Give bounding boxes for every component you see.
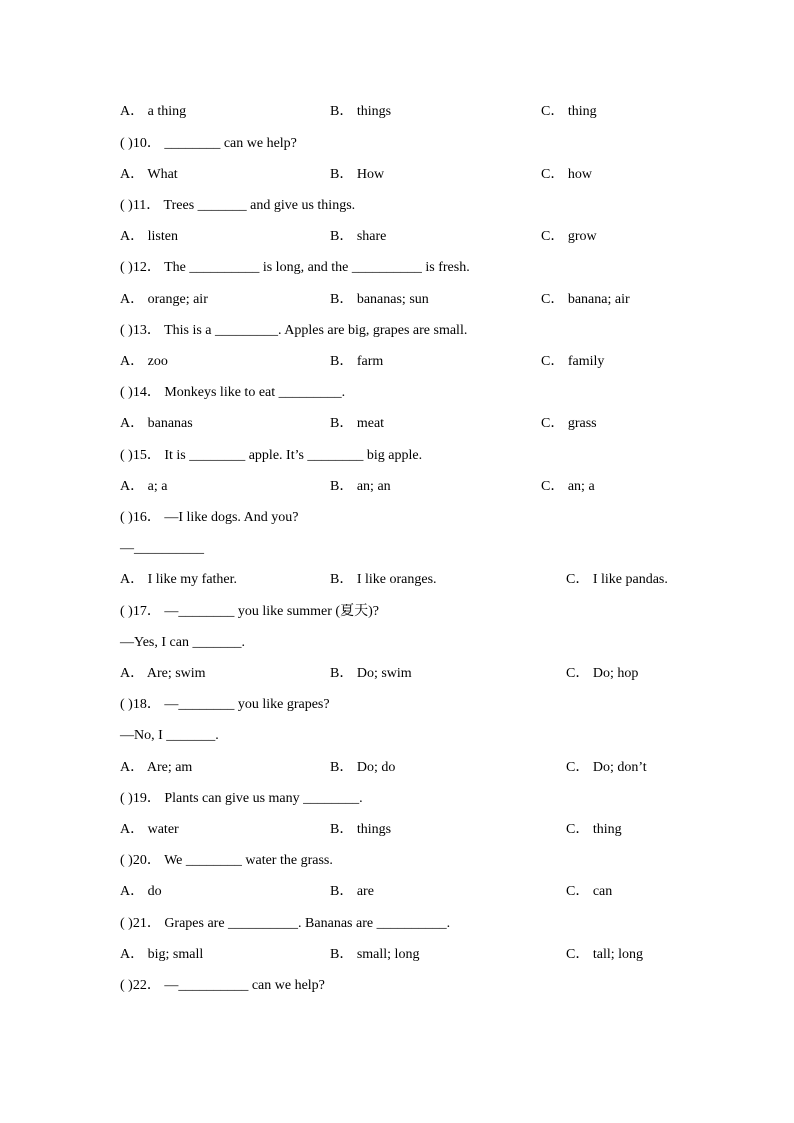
- question-13: ( )13． This is a _________. Apples are big, grapes are small.: [120, 323, 468, 338]
- option-c: C． Do; hop: [566, 666, 639, 681]
- option-c: C． banana; air: [541, 292, 630, 307]
- option-a: A． a; a: [120, 479, 168, 494]
- question-16-response: —__________: [120, 541, 204, 556]
- option-c: C． thing: [566, 822, 622, 837]
- option-c: C． an; a: [541, 479, 595, 494]
- option-c: C． grow: [541, 229, 597, 244]
- question-22: ( )22． —__________ can we help?: [120, 978, 325, 993]
- option-a: A． bananas: [120, 416, 193, 431]
- option-a: A． orange; air: [120, 292, 208, 307]
- option-c: C． thing: [541, 104, 597, 119]
- option-b: B． I like oranges.: [330, 572, 437, 587]
- option-b: B． an; an: [330, 479, 391, 494]
- option-b: B． small; long: [330, 947, 420, 962]
- option-c: C． how: [541, 167, 592, 182]
- option-b: B． things: [330, 104, 392, 119]
- option-c: C． can: [566, 884, 613, 899]
- question-20: ( )20． We ________ water the grass.: [120, 853, 333, 868]
- option-b: B． Do; swim: [330, 666, 412, 681]
- question-19: ( )19． Plants can give us many ________.: [120, 791, 363, 806]
- question-18: ( )18． —________ you like grapes?: [120, 697, 330, 712]
- question-10: ( )10． ________ can we help?: [120, 136, 297, 151]
- option-a: A． big; small: [120, 947, 204, 962]
- option-a: A． a thing: [120, 104, 187, 119]
- option-b: B． Do; do: [330, 760, 396, 775]
- option-c: C． family: [541, 354, 605, 369]
- question-21: ( )21． Grapes are __________. Bananas are __________.: [120, 916, 451, 931]
- option-a: A． What: [120, 167, 178, 182]
- option-a: A． listen: [120, 229, 178, 244]
- option-b: B． bananas; sun: [330, 292, 429, 307]
- question-15: ( )15． It is ________ apple. It’s ________ big apple.: [120, 448, 423, 463]
- option-b: B． How: [330, 167, 385, 182]
- option-b: B． farm: [330, 354, 384, 369]
- question-12: ( )12． The __________ is long, and the __________ is fresh.: [120, 260, 470, 275]
- option-c: C． I like pandas.: [566, 572, 668, 587]
- option-a: A． water: [120, 822, 179, 837]
- option-a: A． zoo: [120, 354, 168, 369]
- option-a: A． Are; am: [120, 760, 193, 775]
- option-a: A． Are; swim: [120, 666, 206, 681]
- option-b: B． are: [330, 884, 374, 899]
- option-b: B． things: [330, 822, 392, 837]
- option-c: C． grass: [541, 416, 597, 431]
- option-a: A． I like my father.: [120, 572, 238, 587]
- question-17-response: —Yes, I can _______.: [120, 635, 245, 650]
- question-17: ( )17． —________ you like summer (夏天)?: [120, 604, 379, 619]
- option-b: B． meat: [330, 416, 385, 431]
- option-b: B． share: [330, 229, 387, 244]
- question-18-response: —No, I _______.: [120, 728, 219, 743]
- question-11: ( )11． Trees _______ and give us things.: [120, 198, 356, 213]
- question-14: ( )14． Monkeys like to eat _________.: [120, 385, 346, 400]
- question-16: ( )16． —I like dogs. And you?: [120, 510, 299, 525]
- option-a: A． do: [120, 884, 162, 899]
- option-c: C． tall; long: [566, 947, 643, 962]
- option-c: C． Do; don’t: [566, 760, 647, 775]
